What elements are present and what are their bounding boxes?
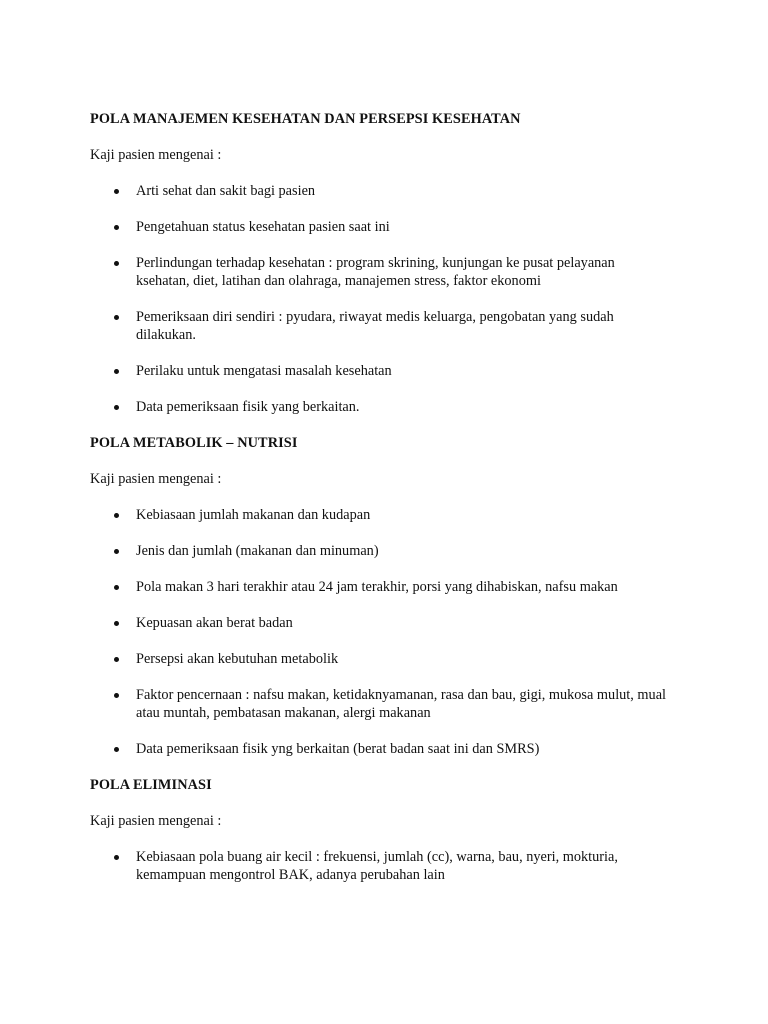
bullet-icon <box>114 369 119 374</box>
bullet-icon <box>114 513 119 518</box>
list-item <box>90 362 670 380</box>
section-pola-eliminasi <box>90 776 670 884</box>
list-item-text: Kebiasaan pola buang air kecil : frekuensi, jumlah (cc), warna, bau, nyeri, mokturia, kemampuan mengontrol BAK, adanya perubahan lain <box>136 849 618 883</box>
list-item-text: Faktor pencernaan : nafsu makan, ketidaknyamanan, rasa dan bau, gigi, mukosa mulut, mual atau muntah, pembatasan makanan, alergi makanan <box>136 687 667 721</box>
bullet-icon <box>114 747 119 752</box>
bullet-list <box>90 182 670 416</box>
bullet-icon <box>114 315 119 320</box>
list-item-text: Perlindungan terhadap kesehatan : program skrining, kunjungan ke pusat pelayanan ksehatan, diet, latihan dan olahraga, manajemen stress, faktor ekonomi <box>136 255 615 289</box>
list-item <box>90 218 670 236</box>
list-item-text: Data pemeriksaan fisik yang berkaitan. <box>136 399 360 415</box>
section-heading: POLA ELIMINASI <box>90 777 212 793</box>
section-pola-manajemen-kesehatan <box>90 110 670 416</box>
bullet-icon <box>114 261 119 266</box>
list-item <box>90 182 670 200</box>
list-item-text: Perilaku untuk mengatasi masalah kesehatan <box>136 363 392 379</box>
bullet-icon <box>114 405 119 410</box>
list-item-text: Pola makan 3 hari terakhir atau 24 jam terakhir, porsi yang dihabiskan, nafsu makan <box>136 579 618 595</box>
list-item <box>90 614 670 632</box>
section-pola-metabolik-nutrisi <box>90 434 670 758</box>
list-item <box>90 740 670 758</box>
list-item-text: Data pemeriksaan fisik yng berkaitan (berat badan saat ini dan SMRS) <box>136 741 540 757</box>
list-item <box>90 578 670 596</box>
list-item <box>90 398 670 416</box>
list-item <box>90 254 670 290</box>
bullet-icon <box>114 225 119 230</box>
bullet-icon <box>114 621 119 626</box>
bullet-icon <box>114 855 119 860</box>
list-item-text: Jenis dan jumlah (makanan dan minuman) <box>136 543 379 559</box>
list-item-text: Kebiasaan jumlah makanan dan kudapan <box>136 507 371 523</box>
section-heading: POLA METABOLIK – NUTRISI <box>90 435 298 451</box>
bullet-icon <box>114 549 119 554</box>
document-body <box>90 110 670 884</box>
section-heading: POLA MANAJEMEN KESEHATAN DAN PERSEPSI KESEHATAN <box>90 111 521 127</box>
bullet-icon <box>114 189 119 194</box>
list-item-text: Pemeriksaan diri sendiri : pyudara, riwayat medis keluarga, pengobatan yang sudah dilakukan. <box>136 309 614 343</box>
list-item-text: Arti sehat dan sakit bagi pasien <box>136 183 316 199</box>
list-item-text: Pengetahuan status kesehatan pasien saat ini <box>136 219 390 235</box>
list-item <box>90 686 670 722</box>
bullet-icon <box>114 585 119 590</box>
section-intro: Kaji pasien mengenai : <box>90 813 222 829</box>
list-item <box>90 848 670 884</box>
bullet-list <box>90 506 670 758</box>
bullet-icon <box>114 657 119 662</box>
list-item-text: Persepsi akan kebutuhan metabolik <box>136 651 339 667</box>
list-item <box>90 506 670 524</box>
bullet-list <box>90 848 670 884</box>
list-item <box>90 308 670 344</box>
section-intro: Kaji pasien mengenai : <box>90 471 222 487</box>
list-item-text: Kepuasan akan berat badan <box>136 615 293 631</box>
list-item <box>90 650 670 668</box>
list-item <box>90 542 670 560</box>
section-intro: Kaji pasien mengenai : <box>90 147 222 163</box>
bullet-icon <box>114 693 119 698</box>
